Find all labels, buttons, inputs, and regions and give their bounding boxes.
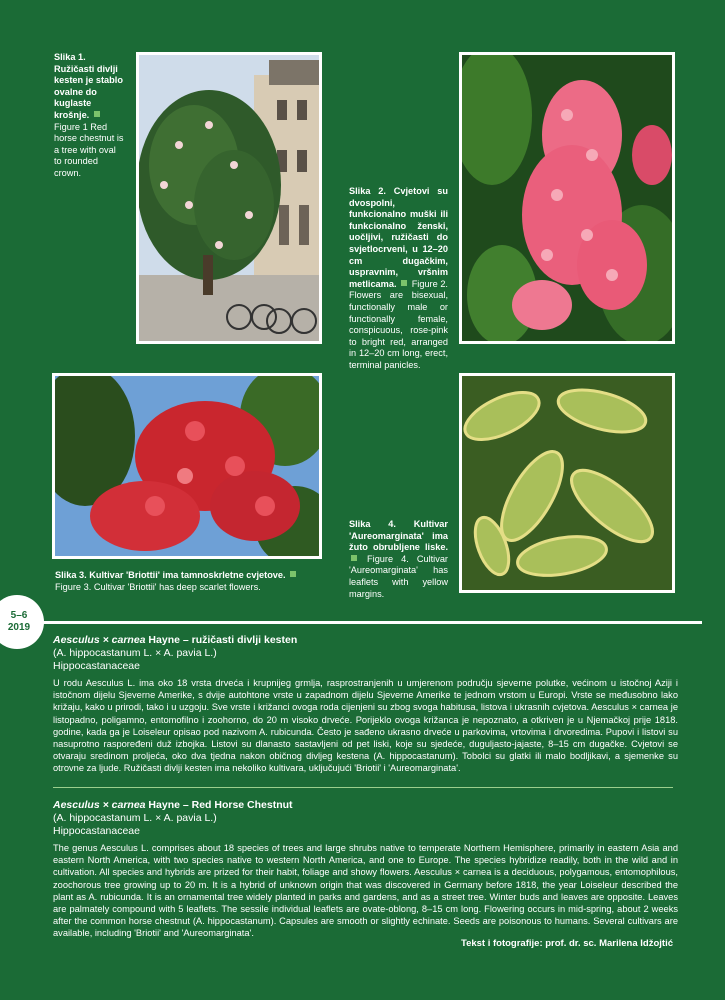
figure-3-label-en: Figure 3. (55, 581, 92, 592)
figure-1-caption (54, 52, 124, 180)
figure-marker-square-icon (401, 280, 407, 286)
croatian-title (53, 634, 678, 647)
english-parentage: (A. hippocastanum L. × A. pavia L.) (53, 812, 217, 824)
croatian-title-species: Aesculus × carnea (53, 634, 146, 646)
figure-1-text-hr: Ružičasti divlji kesten je stablo ovalne do kuglaste krošnje. (54, 63, 123, 120)
photo-briottii-flowers (52, 373, 322, 559)
photo-pink-panicles (459, 52, 675, 344)
figure-3-text-en: Cultivar 'Briottii' has deep scarlet flowers. (93, 581, 261, 592)
figure-1-label-hr: Slika 1. (54, 52, 86, 62)
english-body: The genus Aesculus L. comprises about 18 species of trees and large shrubs native to temperate Northern Hemisphere, primarily in eastern Asia and eastern North America, with two species native to western North America, and one to Europe. The species hybridize readily, both in the wild and in cultivation. All species and hybrids are prized for their habit, foliage and showy flowers. Aesculus × carnea is a deciduous, polygamous, entomophilous, zoochorous tree growing up to 20 m. It is a hybrid of unknown origin that was discovered in Germany before 1818, the year Loiseleur described the plant as A. rubicunda. It is an ornamental tree widely planted in parks and gardens, and as a street tree. Winter buds and leaves are opposite. Leaves are palmately compound with 5 leaflets. The sessile individual leaflets are ovate-oblong, 8–15 cm long. Flowering occurs in mid-spring, about 2 weeks after the common horse chestnut (A. hippocastanum). Capsules are smooth or slightly echinate. Seeds are poisonous to humans. Several cultivars are available, including 'Briotii' and 'Aureomarginata'. (53, 843, 678, 939)
figure-3-caption (55, 570, 325, 593)
figure-1-text-en: Red horse chestnut is a tree with oval to rounded crown. (54, 121, 124, 178)
english-title (53, 799, 678, 812)
issue-number: 5–6 (10, 610, 28, 621)
figure-3-label-hr: Slika 3. (55, 570, 87, 580)
figure-2-caption (349, 186, 448, 372)
figure-4-label-en: Figure 4. (367, 553, 409, 564)
figure-4-text-hr: Kultivar 'Aureomarginata' ima žuto obrubljene liske. (349, 519, 448, 553)
section-rule (38, 621, 702, 624)
figure-2-label-hr: Slika 2. (349, 186, 386, 196)
croatian-parentage: (A. hippocastanum L. × A. pavia L.) (53, 647, 217, 659)
figure-4-caption (349, 519, 448, 600)
figure-4-label-hr: Slika 4. (349, 519, 396, 529)
figure-2-text-en: Flowers are bisexual, functionally male or functionally female, conspicuous, rose-pink to bright red, arranged in 12–20 cm long, erect, terminal panicles. (349, 290, 448, 370)
croatian-family: Hippocastanaceae (53, 660, 140, 672)
english-title-species: Aesculus × carnea (53, 799, 146, 811)
english-title-rest: Hayne – Red Horse Chestnut (145, 799, 293, 811)
figure-marker-square-icon (290, 571, 296, 577)
english-text-block (53, 799, 678, 940)
figure-3-text-hr: Kultivar 'Briottii' ima tamnoskrletne cvjetove. (89, 570, 286, 580)
figure-4-text-en: Cultivar 'Aureomarginata' has leaflets with yellow margins. (349, 553, 448, 599)
croatian-title-rest: Hayne – ružičasti divlji kesten (145, 634, 298, 646)
croatian-body: U rodu Aesculus L. ima oko 18 vrsta drveća i krupnijeg grmlja, rasprostranjenih u umjerenom području sjeverne polutke, većinom u istočnoj Aziji i istočnom dijelu Sjeverne Amerike, s dvije autohtone vrste u zapadnom dijelu Sjeverne Amerike te jednom vrstom u Europi. Vrste se međusobno lako križaju, kako u prirodi, tako i u uzgoju. Sve vrste i križanci ovoga roda cijenjeni su zbog svoga habitusa, listova i ukrasnih cvjetova. Aesculus × carnea je listopadno, poligamno, entomofilno i zoohorno, do 20 m visoko drveće. Porijeklo ovoga križanca je nepoznato, a otkriven je u Njemačkoj prije 1818. godine, kada ga je Loiseleur opisao pod nazivom A. rubicunda. Često je sađeno ukrasno drveće u parkovima, vrtovima i drvoredima. Pupovi i listovi su nasuprotno raspoređeni duž izbojka. Listovi su dlanasto sastavljeni od pet liski, koje su sjedeće, duguljasto-jajaste, 8–15 cm dugačke. Cvjetovi se otvaraju sredinom proljeća, oko dva tjedna nakon običnog divljeg kestena (A. hippocastanum). Tobolci su glatki ili malo bodljikavi, a sjemenke su otrovne za ljude. Ružičasti divlji kesten ima nekoliko kultivara, uključujući 'Briotii' i 'Aureomarginata'. (53, 678, 678, 774)
figure-2-label-en: Figure 2. (411, 278, 448, 289)
croatian-text-block (53, 634, 678, 775)
figure-marker-square-icon (351, 555, 357, 561)
figure-2-text-hr: Cvjetovi su dvospolni, funkcionalno muški ili funkcionalno ženski, uočljivi, ružičasti do svjetlocrveni, u 12–20 cm dugačkim, uspravnim, vršnim metlicama. (349, 186, 448, 289)
photo-aureomarginata-leaves (459, 373, 675, 593)
english-family: Hippocastanaceae (53, 825, 140, 837)
figure-marker-square-icon (94, 111, 100, 117)
issue-year: 2019 (7, 622, 31, 633)
author-credit: Tekst i fotografije: prof. dr. sc. Marilena Idžojtić (460, 938, 673, 949)
photo-tree-crown (136, 52, 322, 344)
issue-badge (0, 595, 44, 649)
language-divider (53, 787, 673, 788)
figure-1-label-en: Figure 1 (54, 121, 88, 132)
